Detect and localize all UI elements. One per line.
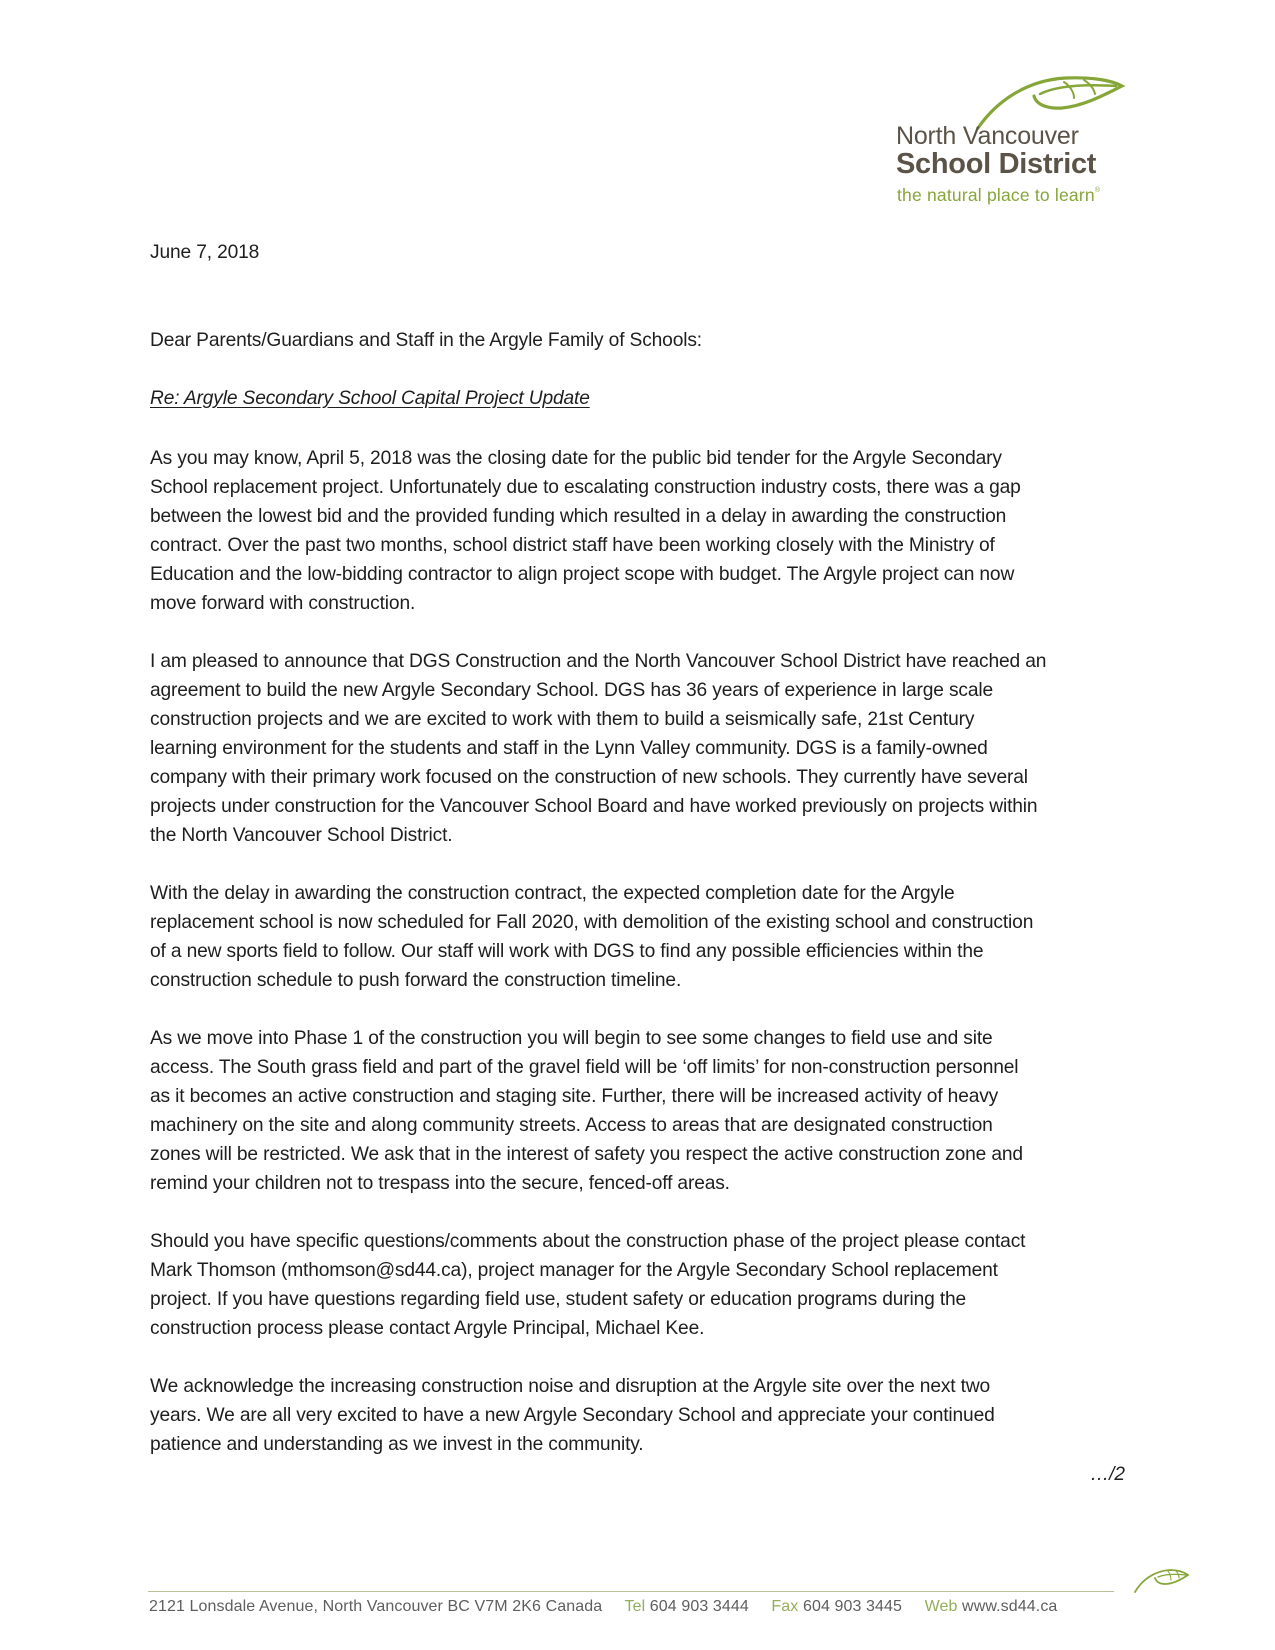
body-line: the North Vancouver School District. xyxy=(150,825,453,846)
footer-contact xyxy=(149,1598,1057,1616)
footer-leaf-icon xyxy=(1132,1566,1190,1594)
logo-tagline-text: the natural place to learn xyxy=(897,185,1095,205)
logo-tagline xyxy=(897,185,1100,206)
body-line: As you may know, April 5, 2018 was the closing date for the public bid tender for the Argyle Secondary xyxy=(150,448,1002,469)
body-line: Education and the low-bidding contractor to align project scope with budget. The Argyle project can now xyxy=(150,564,1015,585)
body-line: construction projects and we are excited to work with them to build a seismically safe, 21st Century xyxy=(150,709,975,730)
body-line: We acknowledge the increasing construction noise and disruption at the Argyle site over the next two xyxy=(150,1376,991,1397)
body-line: years. We are all very excited to have a new Argyle Secondary School and appreciate your continued xyxy=(150,1405,995,1426)
body-line: construction schedule to push forward the construction timeline. xyxy=(150,970,682,991)
letter-subject: Re: Argyle Secondary School Capital Project Update xyxy=(150,388,590,409)
body-line: as it becomes an active construction and staging site. Further, there will be increased activity of heavy xyxy=(150,1086,999,1107)
letter-salutation: Dear Parents/Guardians and Staff in the Argyle Family of Schools: xyxy=(150,330,702,351)
body-line: move forward with construction. xyxy=(150,593,416,614)
body-line: learning environment for the students and staff in the Lynn Valley community. DGS is a family-owned xyxy=(150,738,988,759)
footer-web-link[interactable]: www.sd44.ca xyxy=(962,1598,1058,1615)
body-line: zones will be restricted. We ask that in the interest of safety you respect the active construction zone and xyxy=(150,1144,1023,1165)
registered-mark: ® xyxy=(1094,187,1101,194)
body-line: replacement school is now scheduled for Fall 2020, with demolition of the existing school and construction xyxy=(150,912,1034,933)
footer-tel: 604 903 3444 xyxy=(649,1598,749,1615)
body-line: contract. Over the past two months, school district staff have been working closely with the Ministry of xyxy=(150,535,995,556)
footer-tel-label: Tel xyxy=(624,1598,646,1615)
logo-line-2: School District xyxy=(896,148,1097,180)
body-line: access. The South grass field and part of the gravel field will be ‘off limits’ for non-construction personnel xyxy=(150,1057,1019,1078)
body-line: between the lowest bid and the provided funding which resulted in a delay in awarding the construction xyxy=(150,506,1007,527)
paragraph-dgs-agreement xyxy=(150,647,1140,850)
footer-divider xyxy=(148,1591,1114,1592)
body-line: patience and understanding as we invest in the community. xyxy=(150,1434,644,1455)
body-line: company with their primary work focused on the construction of new schools. They currently have several xyxy=(150,767,1028,788)
district-logo xyxy=(896,72,1136,212)
body-line: projects under construction for the Vancouver School Board and have worked previously on projects within xyxy=(150,796,1038,817)
page-continuation: …/2 xyxy=(1090,1464,1125,1485)
body-line: Mark Thomson (mthomson@sd44.ca), project manager for the Argyle Secondary School replacement xyxy=(150,1260,998,1281)
footer-fax-label: Fax xyxy=(771,1598,799,1615)
body-line: School replacement project. Unfortunately due to escalating construction industry costs, there was a gap xyxy=(150,477,1021,498)
body-line: I am pleased to announce that DGS Construction and the North Vancouver School District have reached an xyxy=(150,651,1047,672)
body-line: remind your children not to trespass into the secure, fenced-off areas. xyxy=(150,1173,730,1194)
paragraph-contacts xyxy=(150,1227,1140,1343)
body-line: agreement to build the new Argyle Secondary School. DGS has 36 years of experience in large scale xyxy=(150,680,993,701)
body-line: With the delay in awarding the construction contract, the expected completion date for the Argyle xyxy=(150,883,955,904)
logo-line-1: North Vancouver xyxy=(896,122,1079,150)
body-line: of a new sports field to follow. Our staff will work with DGS to find any possible efficiencies within the xyxy=(150,941,984,962)
paragraph-phase-1 xyxy=(150,1024,1140,1198)
body-line: project. If you have questions regarding field use, student safety or education programs during the xyxy=(150,1289,967,1310)
body-line: As we move into Phase 1 of the construction you will begin to see some changes to field use and site xyxy=(150,1028,993,1049)
body-line: construction process please contact Argyle Principal, Michael Kee. xyxy=(150,1318,705,1339)
paragraph-completion-date xyxy=(150,879,1140,995)
letter-date: June 7, 2018 xyxy=(150,242,260,263)
footer-address: 2121 Lonsdale Avenue, North Vancouver BC V7M 2K6 Canada xyxy=(149,1598,603,1615)
body-line: machinery on the site and along community streets. Access to areas that are designated construction xyxy=(150,1115,993,1136)
paragraph-acknowledgement xyxy=(150,1372,1140,1459)
paragraph-bid-tender xyxy=(150,444,1140,618)
footer-web-label: Web xyxy=(924,1598,958,1615)
footer-fax: 604 903 3445 xyxy=(802,1598,903,1615)
letter-body xyxy=(150,444,1140,1488)
body-line: Should you have specific questions/comments about the construction phase of the project please contact xyxy=(150,1231,1026,1252)
